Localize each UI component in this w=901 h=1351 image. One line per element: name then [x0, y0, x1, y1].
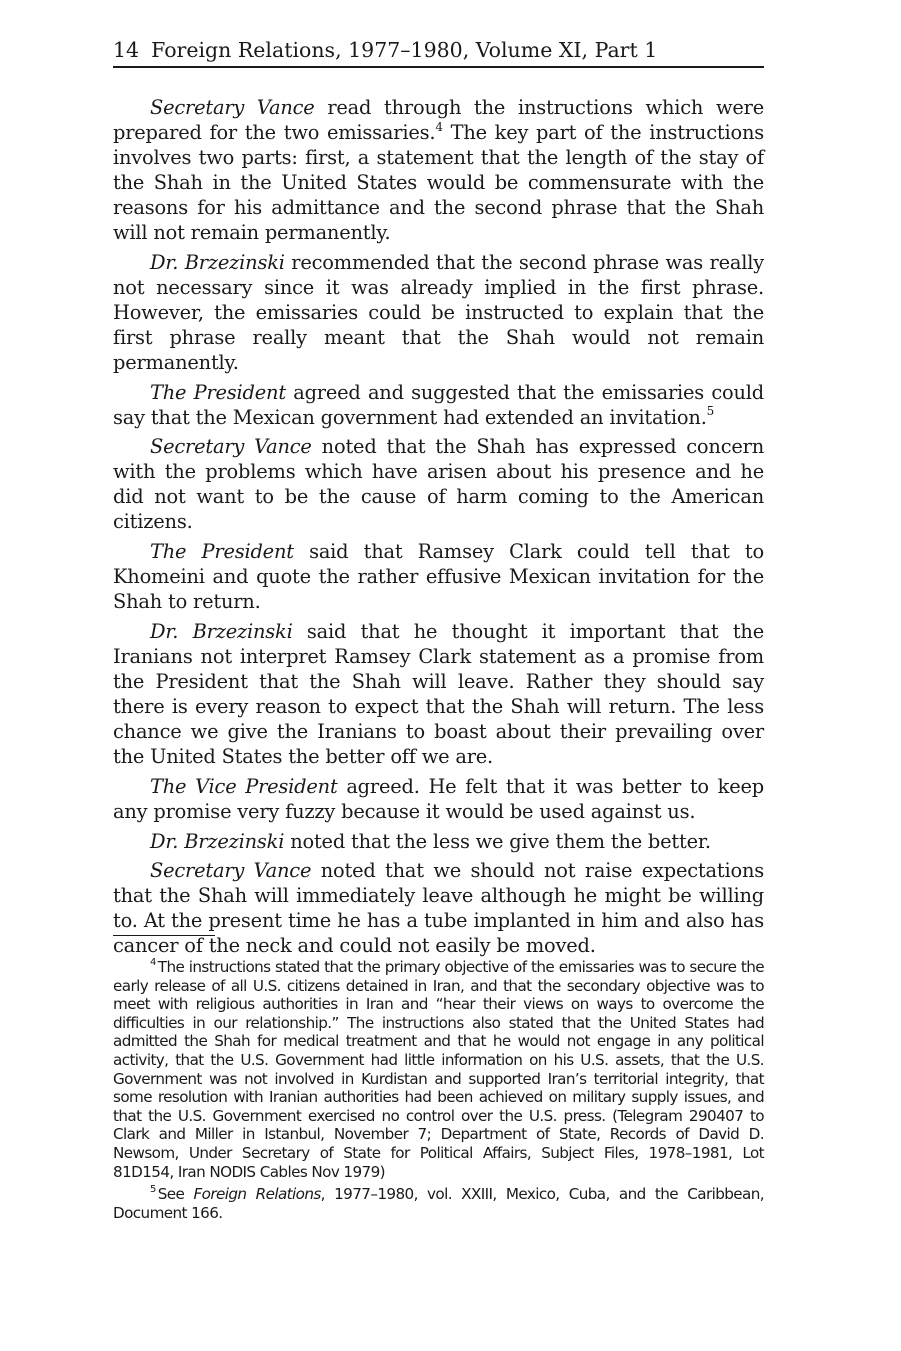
- footnote: [113, 958, 764, 1181]
- page: [113, 36, 764, 963]
- speaker: The President: [150, 540, 294, 564]
- paragraph: [113, 619, 764, 769]
- paragraph-text: noted that we should not raise expectations that the Shah will immediately leave although he might be willing to. At the present time he has a tube implanted in him and also has cancer of the neck and could not easily be moved.: [113, 859, 764, 958]
- paragraph-text: noted that the Shah has expressed concern with the problems which have arisen about his presence and he did not want to be the cause of harm coming to the American citizens.: [113, 435, 764, 534]
- paragraph-text: agreed and suggested that the emissaries could say that the Mexican government had extended an invitation.: [113, 380, 764, 429]
- paragraph: [113, 858, 764, 958]
- footnote-text: , 1977–1980, vol. XXIII, Mexico, Cuba, and the Caribbean, Document 166.: [113, 1185, 764, 1222]
- speaker: Dr. Brzezinski: [150, 250, 285, 274]
- paragraph-text: recommended that the second phrase was really not necessary since it was already implied in the first phrase. However, the emissaries could be instructed to explain that the first phrase really meant that the Shah would not remain permanently.: [113, 250, 764, 374]
- footnote-text: The instructions stated that the primary objective of the emissaries was to secure the early release of all U.S. citizens detained in Iran, and that the secondary objective was to meet with religious authorities in Iran and “hear their views on ways to overcome the difficulties in our relationship.” The instructions also stated that the United States had admitted the Shah for medical treatment and that he would not engage in any political activity, that the U.S. Government had little information on his U.S. assets, that the U.S. Government was not involved in Kurdistan and supported Iran’s territorial integrity, that some resolution with Iranian authorities had been achieved on military supply issues, and that the U.S. Government exercised no control over the U.S. press. (Telegram 290407 to Clark and Miller in Istanbul, November 7; Department of State, Records of David D. Newsom, Under Secretary of State for Political Affairs, Subject Files, 1978–1981, Lot 81D154, Iran NODIS Cables Nov 1979): [113, 958, 764, 1181]
- running-header: [113, 36, 764, 65]
- footnote: [113, 1185, 764, 1222]
- paragraph: [113, 95, 764, 245]
- paragraph: [113, 434, 764, 534]
- footnote-number: 5: [150, 1184, 156, 1196]
- paragraph: [113, 539, 764, 614]
- paragraph-text: said that Ramsey Clark could tell that to Khomeini and quote the rather effusive Mexican invitation for the Shah to return.: [113, 540, 764, 614]
- paragraph: [113, 380, 764, 430]
- paragraph: [113, 250, 764, 375]
- speaker: Secretary Vance: [150, 96, 315, 119]
- speaker: Secretary Vance: [150, 435, 312, 459]
- paragraph-text: read through the instructions which were prepared for the two emissaries.: [113, 96, 764, 144]
- speaker: Dr. Brzezinski: [150, 829, 285, 853]
- footnote-number: 4: [150, 956, 156, 968]
- footnotes: [113, 958, 764, 1226]
- paragraph-text: said that he thought it important that the Iranians not interpret Ramsey Clark statement as a promise from the President that the Shah will leave. Rather they should say there is every reason to expect that the Shah will return. The less chance we give the Iranians to boast about their prevailing over the United States the better off we are.: [113, 619, 764, 768]
- footnote-italic: Foreign Relations: [193, 1185, 321, 1204]
- page-number: 14: [113, 38, 140, 62]
- paragraph-text: The key part of the instructions involves two parts: first, a statement that the length of the stay of the Shah in the United States would be commensurate with the reasons for his admittance and the second phrase that the Shah will not remain permanently.: [113, 121, 764, 244]
- footnote-ref[interactable]: 4: [435, 119, 443, 134]
- footnote-ref[interactable]: 5: [706, 404, 715, 419]
- speaker: The President: [150, 380, 286, 404]
- speaker: The Vice President: [150, 774, 338, 798]
- header-rule: [113, 66, 764, 68]
- document-body: [113, 95, 764, 958]
- paragraph-text: agreed. He felt that it was better to keep any promise very fuzzy because it would be used against us.: [113, 774, 764, 823]
- running-title: Foreign Relations, 1977–1980, Volume XI, Part 1: [151, 38, 658, 62]
- paragraph: [113, 829, 764, 854]
- footnote-text: See: [157, 1185, 194, 1204]
- speaker: Dr. Brzezinski: [150, 619, 293, 643]
- speaker: Secretary Vance: [150, 859, 312, 883]
- paragraph-text: noted that the less we give them the better.: [284, 829, 711, 853]
- paragraph: [113, 774, 764, 824]
- footnote-rule: [113, 935, 215, 936]
